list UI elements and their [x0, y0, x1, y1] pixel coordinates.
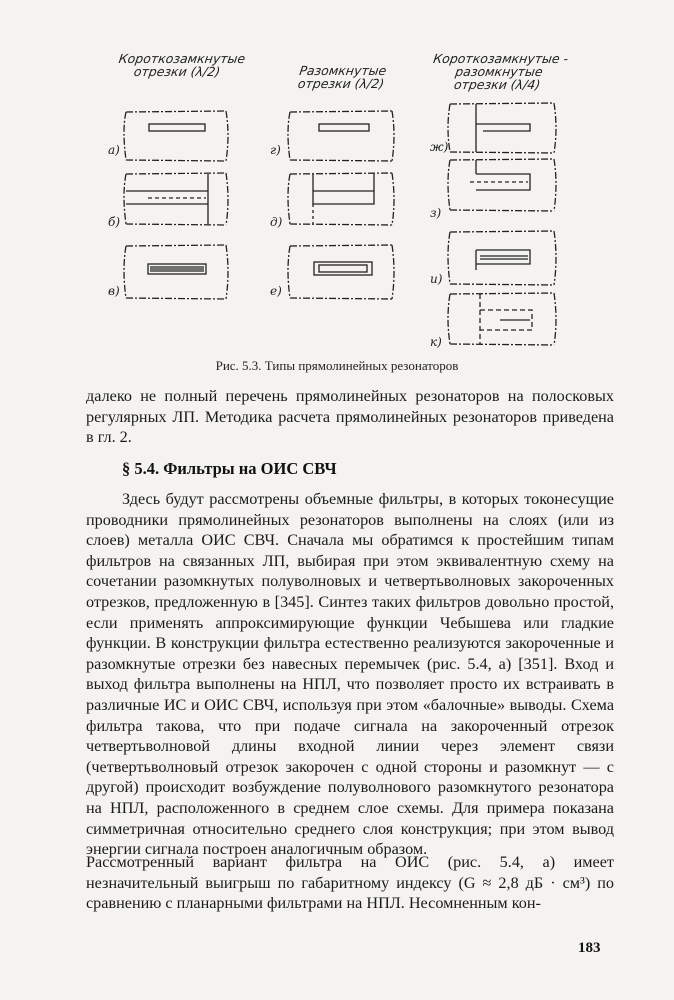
- panel-z: [448, 159, 556, 211]
- figure-caption: Рис. 5.3. Типы прямолинейных резонаторов: [215, 358, 459, 373]
- panel-label-a: а): [108, 143, 120, 157]
- paragraph-2: Рассмотренный вариант фильтра на ОИС (рис. 5.4, а) имеет незначительный выигрыш по габаритному индексу (G ≈ 2,8 дБ · см³) по сравнению с планарными фильтрами на НПЛ. Несомненным кон-: [86, 853, 614, 913]
- panel-g: [288, 111, 394, 161]
- panel-label-i: и): [430, 272, 443, 286]
- panel-zh: [448, 103, 556, 153]
- panel-label-v: в): [108, 284, 120, 298]
- panel-a: [124, 111, 228, 161]
- section-heading: § 5.4. Фильтры на ОИС СВЧ: [122, 459, 337, 478]
- panel-label-k: к): [430, 335, 442, 349]
- panel-label-b: б): [108, 215, 121, 229]
- panel-k: [448, 293, 556, 345]
- panel-label-d: д): [270, 215, 283, 229]
- panel-label-zh: ж): [430, 140, 449, 154]
- panel-label-g: г): [270, 143, 281, 157]
- panel-e: [288, 245, 394, 299]
- panel-b: [124, 173, 228, 225]
- column-title-short-circuit: Короткозамкнутые отрезки (λ/2): [117, 51, 247, 79]
- panel-d: [288, 173, 394, 225]
- paragraph-1: Здесь будут рассмотрены объемные фильтры, в которых токонесущие проводники прямолинейных резонаторов выполнены на слоях (или из слоев) металла ОИС СВЧ. Сначала мы обратимся к простейшим типам фильтров на связанных ЛП, выбирая при этом эквивалентную схему на сочетании разомкнутых полуволновых и четвертьволновых закороченных отрезков, предложенную в [345]. Синтез таких фильтров довольно простой, если применять аппроксимирующие функции Чебышева или гладкие функции. В конструкции фильтра естественно реализуются закороченные и разомкнутые отрезки без навесных перемычек (рис. 5.4, а) [351]. Вход и выход фильтра выполнены на НПЛ, что позволяет просто их встраивать в различные ИС и ОИС СВЧ, используя при этом «балочные» выводы. Схема фильтра такова, что при подаче сигнала на закороченный отрезок четвертьволновой длины входной линии через элемент связи (четвертьволновый отрезок закорочен с одной стороны и разомкнут — с другой) происходит возбуждение полуволнового разомкнутого резонатора на НПЛ, расположенного в среднем слое схемы. Для примера показана симметричная относительно среднего слоя конструкция; при этом вывод энергии сигнала построен аналогичным образом.: [86, 490, 614, 859]
- paragraph-continued: далеко не полный перечень прямолинейных резонаторов на полосковых регулярных ЛП. Методика расчета прямолинейных резонаторов приведена в гл. 2.: [86, 387, 614, 447]
- panel-v: [124, 245, 228, 299]
- figure-5-3: [0, 0, 674, 350]
- page-number: 183: [578, 940, 601, 956]
- panel-label-e: е): [270, 284, 282, 298]
- column-title-short-open: Короткозамкнутые - разомкнутые отрезки (λ/4): [432, 51, 570, 92]
- panel-label-z: з): [430, 206, 442, 220]
- column-title-open-circuit: Разомкнутые отрезки (λ/2): [296, 63, 388, 91]
- panel-i: [448, 231, 556, 285]
